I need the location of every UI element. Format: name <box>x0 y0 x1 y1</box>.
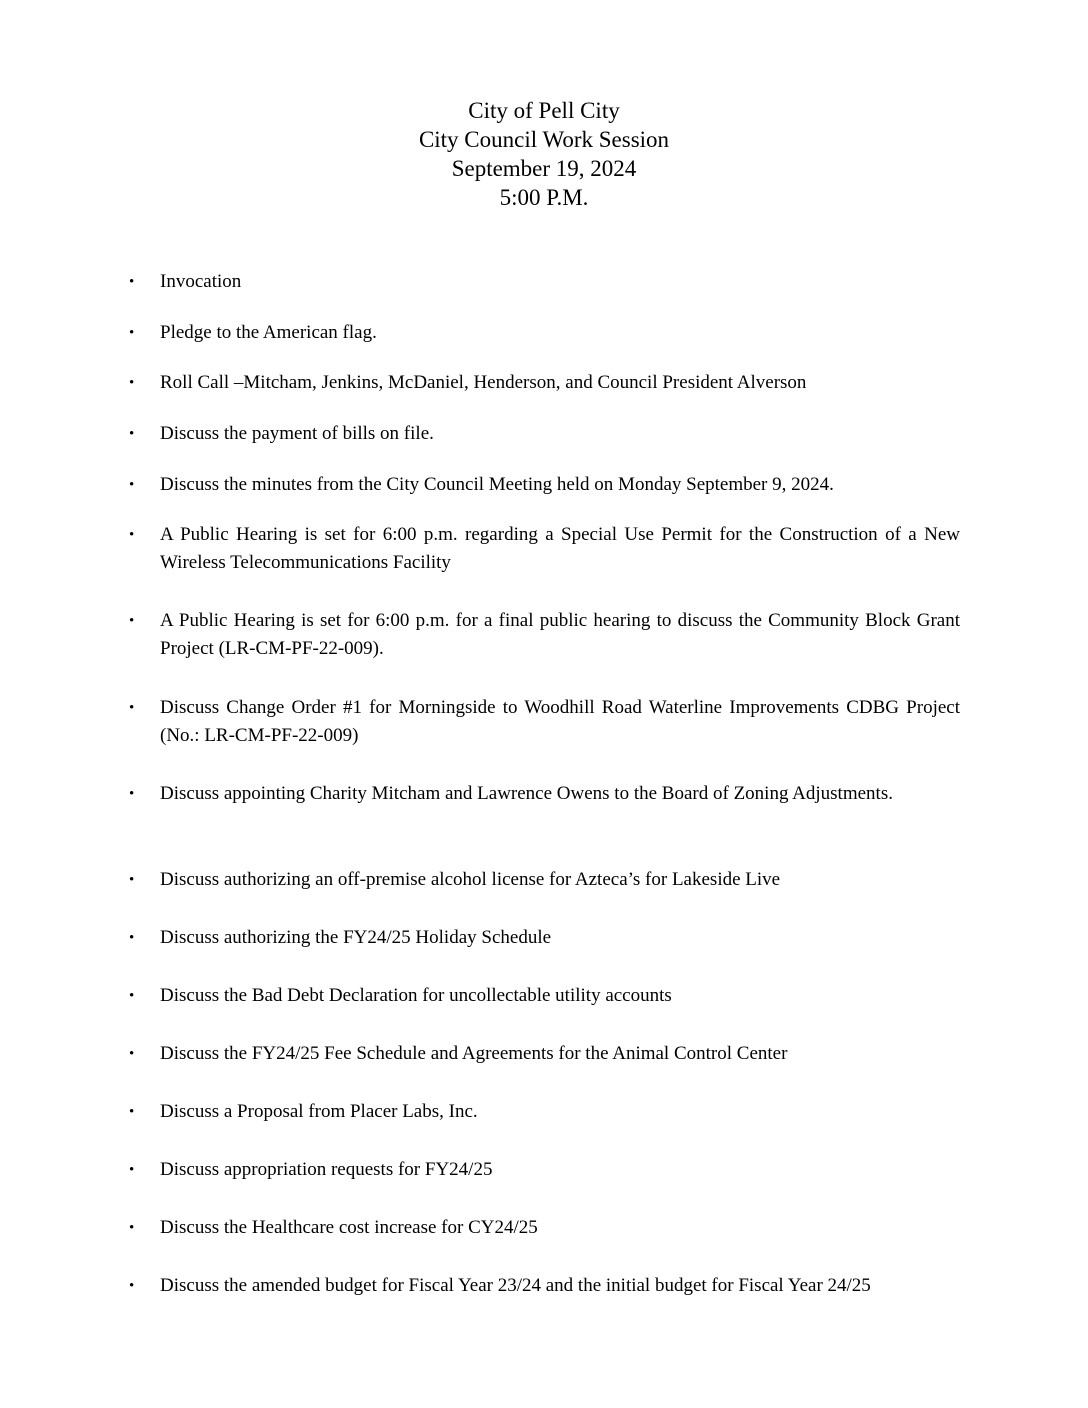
header-meeting-type: City Council Work Session <box>418 127 670 152</box>
agenda-item <box>129 471 960 499</box>
agenda-item-text: Discuss the Healthcare cost increase for CY24/25 <box>160 1217 538 1238</box>
agenda-item <box>129 982 960 1010</box>
agenda-item <box>129 1098 960 1126</box>
agenda-item-text: Pledge to the American flag. <box>160 322 377 343</box>
agenda-item-text: Discuss the FY24/25 Fee Schedule and Agreements for the Animal Control Center <box>160 1043 788 1064</box>
agenda-item <box>129 924 960 952</box>
bullet-icon: • <box>129 1278 135 1294</box>
agenda-item-text: Discuss authorizing an off-premise alcohol license for Azteca’s for Lakeside Live <box>160 869 781 890</box>
bullet-icon: • <box>129 1046 135 1062</box>
bullet-icon: • <box>129 613 135 629</box>
agenda-item-text: Discuss appropriation requests for FY24/25 <box>160 1159 493 1180</box>
bullet-icon: • <box>129 1220 135 1236</box>
document-header <box>0 96 1088 212</box>
agenda-item <box>129 694 960 750</box>
agenda-item-text: Discuss authorizing the FY24/25 Holiday Schedule <box>160 927 552 948</box>
agenda-item-text: Discuss the payment of bills on file. <box>160 423 434 444</box>
header-city-name: City of Pell City <box>468 98 620 123</box>
bullet-icon: • <box>129 1162 135 1178</box>
agenda-item-text: Discuss a Proposal from Placer Labs, Inc. <box>160 1101 478 1122</box>
header-meeting-time: 5:00 P.M. <box>499 185 589 210</box>
agenda-item-text: Discuss the amended budget for Fiscal Year 23/24 and the initial budget for Fiscal Year 24/25 <box>160 1275 871 1296</box>
agenda-item <box>129 319 960 347</box>
bullet-icon: • <box>129 930 135 946</box>
agenda-item <box>129 1040 960 1068</box>
agenda-item <box>129 780 960 808</box>
agenda-item <box>129 369 960 397</box>
agenda-item-text: Discuss Change Order #1 for Morningside to Woodhill Road Waterline Improvements CDBG Project (No.: LR-CM-PF-22-009) <box>160 697 960 746</box>
agenda-item <box>129 420 960 448</box>
bullet-icon: • <box>129 325 135 341</box>
agenda-item <box>129 866 960 894</box>
bullet-icon: • <box>129 375 135 391</box>
header-meeting-date: September 19, 2024 <box>451 156 637 181</box>
bullet-icon: • <box>129 988 135 1004</box>
bullet-icon: • <box>129 1104 135 1120</box>
agenda-item-text: Roll Call –Mitcham, Jenkins, McDaniel, Henderson, and Council President Alverson <box>160 372 807 393</box>
agenda-item <box>129 607 960 663</box>
agenda-item <box>129 1214 960 1242</box>
agenda-item <box>129 268 960 296</box>
agenda-item <box>129 521 960 577</box>
bullet-icon: • <box>129 274 135 290</box>
agenda-item-text: A Public Hearing is set for 6:00 p.m. for a final public hearing to discuss the Community Block Grant Project (LR-CM-PF-22-009). <box>160 610 960 659</box>
agenda-item-text: Discuss the Bad Debt Declaration for uncollectable utility accounts <box>160 985 672 1006</box>
bullet-icon: • <box>129 477 135 493</box>
agenda-item <box>129 1156 960 1184</box>
bullet-icon: • <box>129 700 135 716</box>
agenda-item-text: A Public Hearing is set for 6:00 p.m. regarding a Special Use Permit for the Construction of a New Wireless Telecommunications Facility <box>160 524 960 573</box>
bullet-icon: • <box>129 527 135 543</box>
agenda-item-text: Discuss appointing Charity Mitcham and Lawrence Owens to the Board of Zoning Adjustments. <box>160 783 893 804</box>
agenda-item-text: Discuss the minutes from the City Council Meeting held on Monday September 9, 2024. <box>160 474 834 495</box>
agenda-item <box>129 1272 960 1300</box>
bullet-icon: • <box>129 426 135 442</box>
agenda-item-text: Invocation <box>160 271 242 292</box>
bullet-icon: • <box>129 872 135 888</box>
bullet-icon: • <box>129 786 135 802</box>
